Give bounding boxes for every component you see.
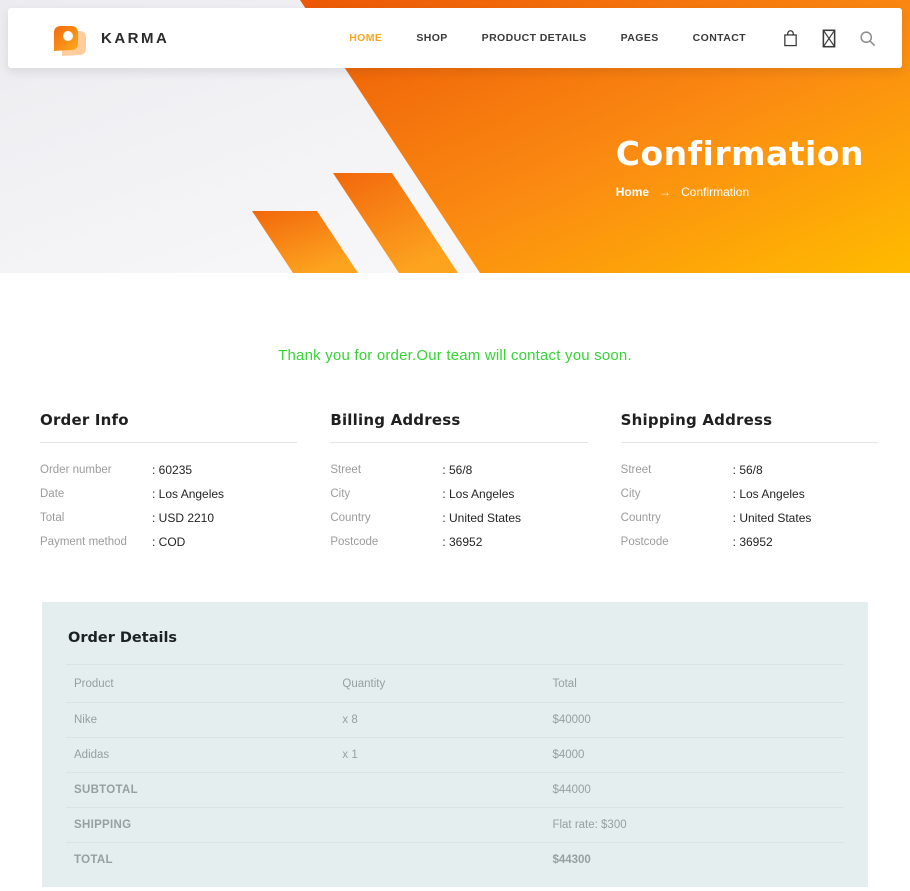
field-value: : 60235 — [152, 463, 193, 477]
search-icon[interactable] — [859, 30, 876, 47]
shopping-bag-icon[interactable] — [782, 29, 799, 48]
product-quantity: x 8 — [334, 703, 544, 738]
field-label: Postcode — [330, 536, 379, 548]
brand-name: KARMA — [101, 29, 170, 47]
crossed-box-icon[interactable] — [822, 29, 836, 48]
navbar-icons — [782, 29, 876, 48]
total-value: $44300 — [552, 854, 591, 866]
list-item — [621, 530, 878, 554]
breadcrumb — [616, 185, 864, 199]
field-label: Country — [330, 512, 371, 524]
column-header-total: Total — [544, 665, 844, 703]
field-label: Order number — [40, 464, 112, 476]
hero-text — [616, 134, 864, 199]
billing-address-section — [330, 411, 587, 554]
breadcrumb-current: Confirmation — [681, 185, 750, 199]
field-label: Postcode — [620, 536, 669, 548]
list-item — [330, 458, 587, 482]
field-label: City — [620, 488, 641, 500]
nav-item-product-details[interactable]: PRODUCT DETAILS — [481, 32, 587, 44]
hero-banner — [0, 0, 910, 273]
field-value: : COD — [152, 535, 186, 549]
field-value: : Los Angeles — [152, 487, 225, 501]
column-header-quantity: Quantity — [334, 665, 544, 703]
field-value: : Los Angeles — [442, 487, 515, 501]
column-header-product: Product — [66, 665, 334, 703]
list-item — [40, 506, 297, 530]
shipping-address-title: Shipping Address — [620, 411, 773, 429]
confirmation-message: Thank you for order.Our team will contact you soon. — [278, 347, 632, 364]
shipping-address-list — [621, 458, 878, 554]
field-label: Date — [40, 488, 65, 500]
field-value: : 56/8 — [732, 463, 763, 477]
order-info-title: Order Info — [40, 411, 129, 429]
product-total: $40000 — [544, 703, 844, 738]
list-item — [330, 506, 587, 530]
table-row — [66, 738, 844, 773]
field-label: Total — [40, 512, 65, 524]
product-name: Nike — [66, 703, 334, 738]
nav-item-shop[interactable]: SHOP — [416, 32, 448, 44]
order-details-panel — [42, 602, 868, 887]
order-details-table — [66, 665, 844, 877]
table-header-row — [66, 665, 844, 703]
brand-logo[interactable] — [48, 17, 169, 59]
billing-address-title: Billing Address — [330, 411, 461, 429]
shipping-label: SHIPPING — [66, 808, 544, 843]
field-value: : 36952 — [732, 535, 773, 549]
breadcrumb-home-link[interactable]: Home — [615, 185, 650, 199]
list-item — [330, 482, 587, 506]
nav-item-contact[interactable]: CONTACT — [692, 32, 746, 44]
field-label: Street — [620, 464, 652, 476]
order-summary-columns — [0, 411, 910, 554]
page-title: Confirmation — [615, 134, 864, 173]
subtotal-row — [66, 773, 844, 808]
nav-item-pages[interactable]: PAGES — [620, 32, 659, 44]
divider — [40, 442, 297, 443]
field-value: : United States — [732, 511, 812, 525]
subtotal-value: $44000 — [544, 773, 844, 808]
product-name: Adidas — [66, 738, 334, 773]
order-info-section — [40, 411, 297, 554]
main-nav — [349, 32, 746, 44]
list-item — [40, 458, 297, 482]
shipping-row — [66, 808, 844, 843]
field-value: : Los Angeles — [732, 487, 805, 501]
product-quantity: x 1 — [334, 738, 544, 773]
field-value: : 36952 — [442, 535, 483, 549]
list-item — [40, 530, 297, 554]
field-value: : USD 2210 — [152, 511, 215, 525]
product-total: $4000 — [544, 738, 844, 773]
shipping-value: Flat rate: $300 — [544, 808, 844, 843]
field-value: : United States — [442, 511, 522, 525]
billing-address-list — [330, 458, 587, 554]
total-label: TOTAL — [74, 854, 113, 866]
order-info-list — [40, 458, 297, 554]
order-details-title: Order Details — [68, 630, 178, 646]
field-value: : 56/8 — [442, 463, 473, 477]
field-label: City — [330, 488, 351, 500]
table-row — [66, 703, 844, 738]
field-label: Payment method — [40, 536, 127, 548]
shipping-address-section — [621, 411, 878, 554]
field-label: Country — [620, 512, 661, 524]
list-item — [621, 506, 878, 530]
subtotal-label: SUBTOTAL — [66, 773, 544, 808]
list-item — [621, 458, 878, 482]
total-row — [66, 843, 844, 878]
navbar — [8, 8, 902, 68]
list-item — [40, 482, 297, 506]
breadcrumb-arrow-icon: → — [659, 185, 672, 199]
field-label: Street — [330, 464, 362, 476]
list-item — [330, 530, 587, 554]
list-item — [621, 482, 878, 506]
pin-logo-icon — [48, 17, 88, 59]
nav-item-home[interactable]: HOME — [349, 32, 383, 44]
divider — [330, 442, 587, 443]
divider — [621, 442, 878, 443]
